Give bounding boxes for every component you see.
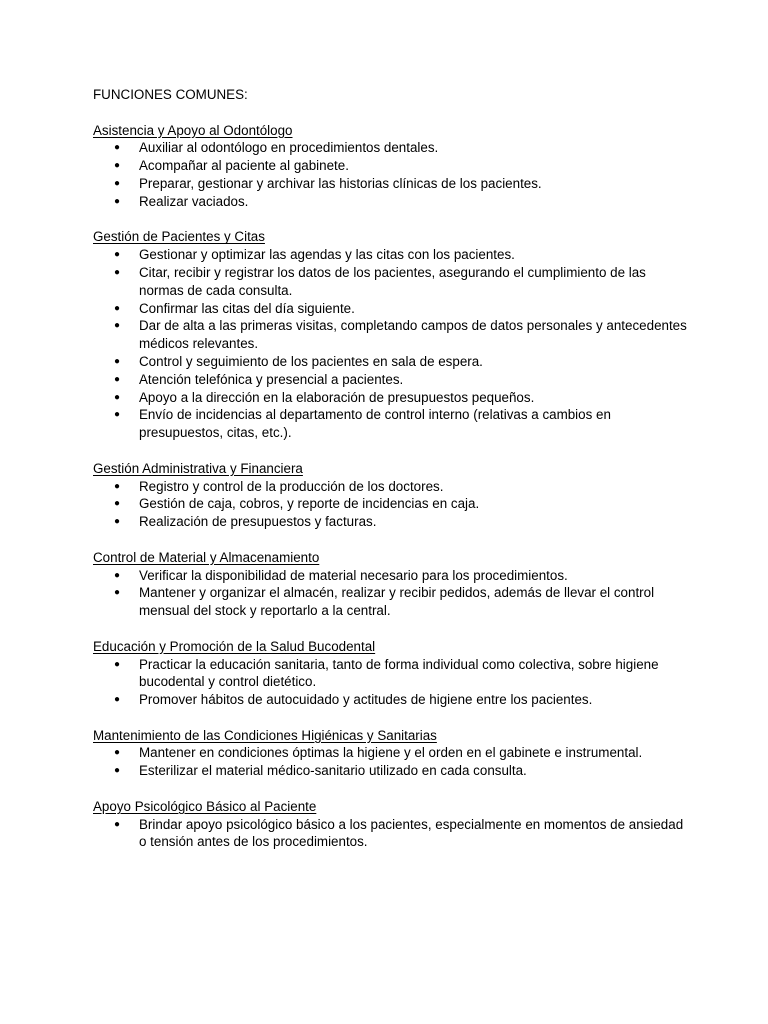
list-item: ● Confirmar las citas del día siguiente. (93, 300, 693, 318)
section-gestion-pacientes (93, 228, 693, 442)
section-control-material (93, 549, 693, 620)
list-item: ● Esterilizar el material médico-sanitario utilizado en cada consulta. (93, 762, 693, 780)
document-title: FUNCIONES COMUNES: (93, 87, 248, 102)
list-item: ● Dar de alta a las primeras visitas, completando campos de datos personales y antecedentes médicos relevantes. (93, 317, 693, 353)
bullet-list (93, 656, 693, 709)
section-apoyo-psicologico (93, 798, 693, 851)
bullet-list (93, 816, 693, 852)
list-item: ● Mantener y organizar el almacén, realizar y recibir pedidos, además de llevar el control mensual del stock y reportarlo a la central. (93, 584, 693, 620)
list-item: ● Atención telefónica y presencial a pacientes. (93, 371, 693, 389)
section-heading: Asistencia y Apoyo al Odontólogo (93, 122, 293, 138)
list-item: ● Realización de presupuestos y facturas. (93, 513, 693, 531)
section-heading: Educación y Promoción de la Salud Bucodental (93, 638, 376, 654)
list-item: ● Preparar, gestionar y archivar las historias clínicas de los pacientes. (93, 175, 693, 193)
list-item: ● Brindar apoyo psicológico básico a los pacientes, especialmente en momentos de ansiedad o tensión antes de los procedimientos. (93, 816, 693, 852)
list-item: ● Promover hábitos de autocuidado y actitudes de higiene entre los pacientes. (93, 691, 693, 709)
bullet-list (93, 246, 693, 442)
section-asistencia (93, 122, 693, 211)
list-item: ● Control y seguimiento de los pacientes en sala de espera. (93, 353, 693, 371)
list-item: ● Acompañar al paciente al gabinete. (93, 157, 693, 175)
list-item: ● Realizar vaciados. (93, 193, 693, 211)
list-item: ● Apoyo a la dirección en la elaboración de presupuestos pequeños. (93, 389, 693, 407)
bullet-list (93, 567, 693, 620)
bullet-list (93, 744, 693, 780)
section-heading: Mantenimiento de las Condiciones Higiénicas y Sanitarias (93, 727, 437, 743)
list-item: ● Gestionar y optimizar las agendas y las citas con los pacientes. (93, 246, 693, 264)
section-heading: Control de Material y Almacenamiento (93, 549, 320, 565)
section-educacion (93, 638, 693, 709)
list-item: ● Mantener en condiciones óptimas la higiene y el orden en el gabinete e instrumental. (93, 744, 693, 762)
section-gestion-administrativa (93, 460, 693, 531)
section-heading: Gestión de Pacientes y Citas (93, 229, 265, 245)
list-item: ● Practicar la educación sanitaria, tanto de forma individual como colectiva, sobre higiene bucodental y control dietético. (93, 656, 693, 692)
bullet-list (93, 478, 693, 531)
list-item: ● Citar, recibir y registrar los datos de los pacientes, asegurando el cumplimiento de las normas de cada consulta. (93, 264, 693, 300)
list-item: ● Envío de incidencias al departamento de control interno (relativas a cambios en presupuestos, citas, etc.). (93, 406, 693, 442)
section-heading: Gestión Administrativa y Financiera (93, 460, 303, 476)
list-item: ● Registro y control de la producción de los doctores. (93, 478, 693, 496)
list-item: ● Verificar la disponibilidad de material necesario para los procedimientos. (93, 567, 693, 585)
list-item: ● Auxiliar al odontólogo en procedimientos dentales. (93, 139, 693, 157)
section-mantenimiento (93, 727, 693, 780)
list-item: ● Gestión de caja, cobros, y reporte de incidencias en caja. (93, 495, 693, 513)
bullet-list (93, 139, 693, 210)
section-heading: Apoyo Psicológico Básico al Paciente (93, 798, 317, 814)
document-page (93, 86, 693, 869)
